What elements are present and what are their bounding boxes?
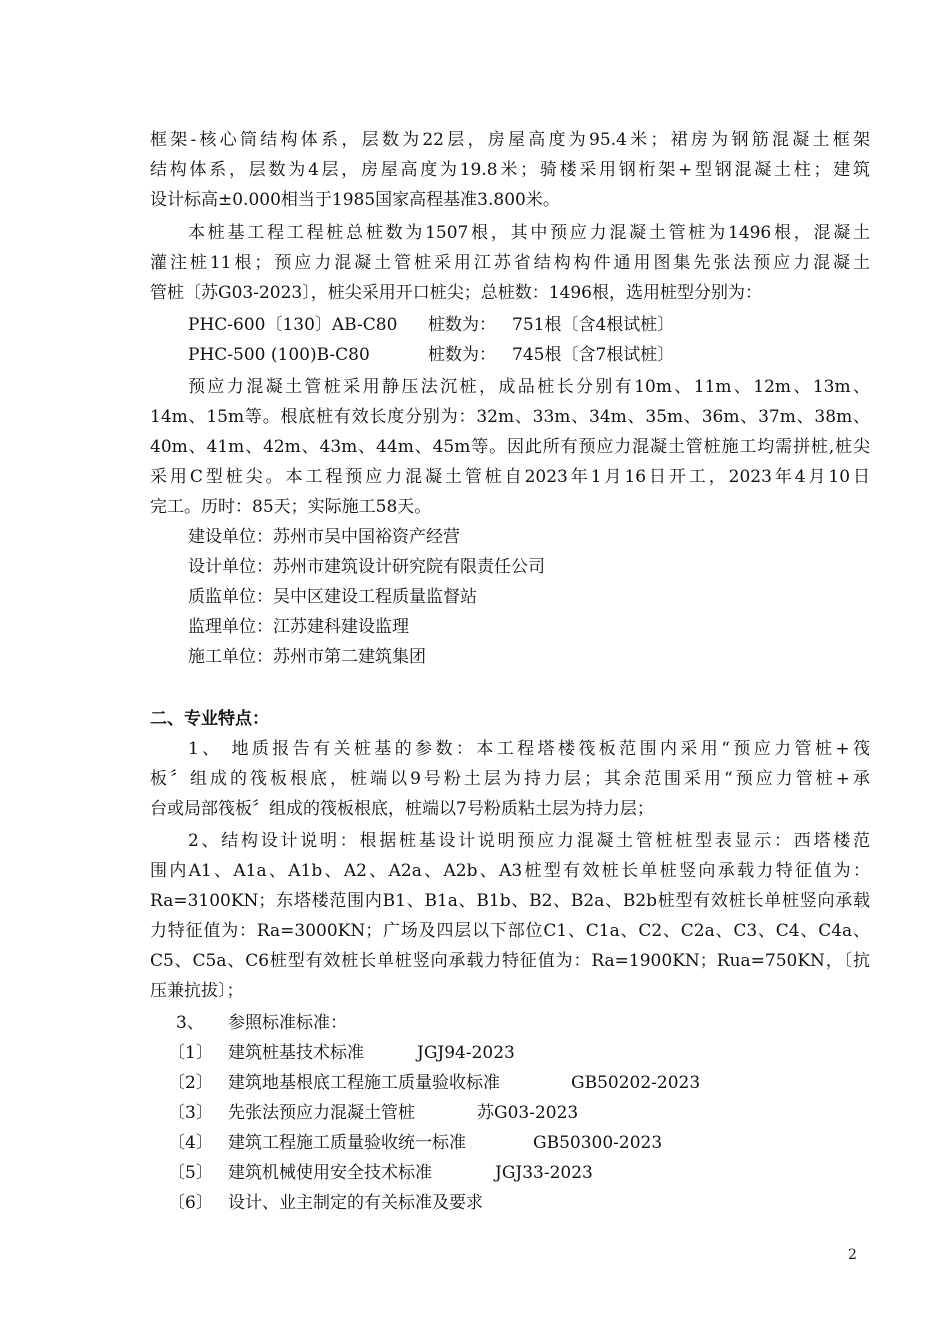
standard-code: JGJ94-2023 [417,1043,515,1063]
paragraph-line: 本桩基工程工程桩总桩数为1507根，其中预应力混凝土管桩为1496根，混凝土 [188,223,870,243]
paragraph-line: 围内A1、A1a、A1b、A2、A2a、A2b、A3桩型有效桩长单桩竖向承载力特征值为： [150,861,870,881]
standard-number: 〔1〕 [168,1043,213,1063]
unit-line: 施工单位：苏州市第二建筑集团 [188,647,426,667]
paragraph-line: 1、 地质报告有关桩基的参数：本工程塔楼筏板范围内采用“预应力管桩+筏 [188,739,870,759]
standard-name: 建筑工程施工质量验收统一标准 [228,1133,466,1153]
standard-number: 〔6〕 [168,1193,213,1213]
paragraph-line: C5、C5a、C6桩型有效桩长单桩竖向承载力特征值为：Ra=1900KN；Rua=750KN，〔抗 [150,951,870,971]
standard-row [0,1038,950,1068]
pile-count-label: 桩数为： [428,345,496,365]
standard-row [0,1128,950,1158]
page-number: 2 [848,1247,857,1263]
standard-code: JGJ33-2023 [495,1163,593,1183]
standard-name: 先张法预应力混凝土管桩 [228,1103,415,1123]
standard-row [0,1158,950,1188]
paragraph-line: 完工。历时：85天；实际施工58天。 [150,497,432,517]
pile-count: 751根〔含4根试桩〕 [512,315,675,335]
pile-type-row [0,310,950,340]
paragraph-line: 采用C型桩尖。本工程预应力混凝土管桩自2023年1月16日开工，2023年4月10日 [150,467,870,487]
standard-number: 〔2〕 [168,1073,213,1093]
paragraph-line: 力特征值为：Ra=3000KN；广场及四层以下部位C1、C1a、C2、C2a、C3、C4、C4a、 [150,921,870,941]
paragraph-line: 结构体系，层数为4层，房屋高度为19.8米；骑楼采用钢桁架+型钢混凝土柱；建筑 [150,160,870,180]
unit-line: 建设单位：苏州市吴中国裕资产经营 [188,527,460,547]
paragraph-line: 设计标高±0.000相当于1985国家高程基准3.800米。 [150,190,560,210]
standard-name: 设计、业主制定的有关标准及要求 [228,1193,483,1213]
standard-number: 〔3〕 [168,1103,213,1123]
item-number: 3、 [176,1013,204,1033]
standard-number: 〔4〕 [168,1133,213,1153]
pile-model: PHC-600〔130〕AB-C80 [188,315,398,335]
paragraph-line: 灌注桩11根；预应力混凝土管桩采用江苏省结构构件通用图集先张法预应力混凝土 [150,253,870,273]
standard-name: 建筑地基根底工程施工质量验收标准 [228,1073,500,1093]
unit-line: 监理单位：江苏建科建设监理 [188,617,409,637]
paragraph-line: 管桩〔苏G03-2023〕，桩尖采用开口桩尖；总桩数：1496根，选用桩型分别为： [150,283,762,303]
standard-name: 建筑机械使用安全技术标准 [228,1163,432,1183]
paragraph-line: 板〞组成的筏板根底，桩端以9号粉土层为持力层；其余范围采用“预应力管桩+承 [150,769,870,789]
paragraph-line: 框架-核心筒结构体系，层数为22层，房屋高度为95.4米；裙房为钢筋混凝土框架 [150,130,870,150]
section-heading: 二、专业特点： [150,709,269,729]
paragraph-line: Ra=3100KN；东塔楼范围内B1、B1a、B1b、B2、B2a、B2b桩型有效桩长单桩竖向承载 [150,891,870,911]
standard-code: 苏G03-2023 [477,1103,579,1123]
standards-heading [0,1008,950,1038]
standard-row [0,1098,950,1128]
paragraph-line: 2、结构设计说明：根据桩基设计说明预应力混凝土管桩桩型表显示：西塔楼范 [188,831,870,851]
standard-name: 建筑桩基技术标准 [228,1043,364,1063]
paragraph-line: 预应力混凝土管桩采用静压法沉桩，成品桩长分别有10m、11m、12m、13m、 [188,377,870,397]
standard-row [0,1068,950,1098]
pile-count-label: 桩数为： [428,315,496,335]
paragraph-line: 压兼抗拔〕； [150,981,244,1001]
pile-type-row [0,340,950,370]
paragraph-line: 14m、15m等。根底桩有效长度分别为：32m、33m、34m、35m、36m、37m、38m、 [150,407,870,427]
item-title: 参照标准标准： [228,1013,347,1033]
standard-code: GB50202-2023 [571,1073,701,1093]
standard-code: GB50300-2023 [533,1133,663,1153]
unit-line: 质监单位：吴中区建设工程质量监督站 [188,587,477,607]
standard-row [0,1188,950,1218]
paragraph-line: 40m、41m、42m、43m、44m、45m等。因此所有预应力混凝土管桩施工均需拼桩,桩尖 [150,437,870,457]
unit-line: 设计单位：苏州市建筑设计研究院有限责任公司 [188,557,545,577]
standard-number: 〔5〕 [168,1163,213,1183]
pile-count: 745根〔含7根试桩〕 [512,345,675,365]
paragraph-line: 台或局部筏板〞组成的筏板根底，桩端以7号粉质粘土层为持力层； [150,799,654,819]
pile-model: PHC-500 (100)B-C80 [188,345,370,365]
